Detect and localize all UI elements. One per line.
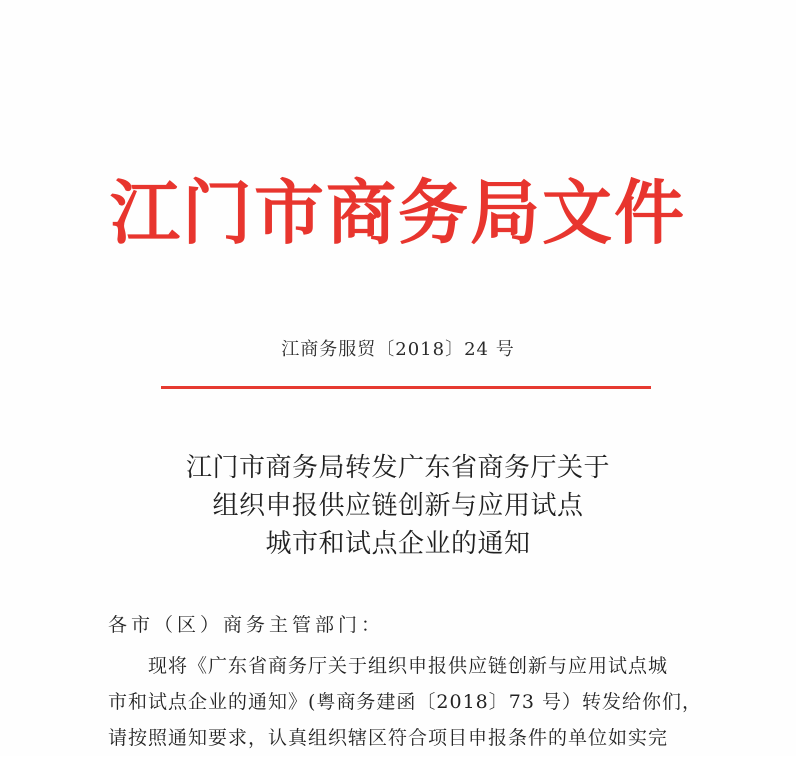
- body-line: 请按照通知要求，认真组织辖区符合项目申报条件的单位如实完: [108, 727, 669, 749]
- title-line: 城市和试点企业的通知: [265, 529, 531, 559]
- document-title: [0, 449, 796, 563]
- red-divider-line: [161, 386, 651, 389]
- body-line: 市和试点企业的通知》(粤商务建函〔2018〕73 号）转发给你们，: [108, 691, 702, 713]
- body-paragraph: [108, 651, 702, 759]
- title-line: 组织申报供应链创新与应用试点: [212, 491, 584, 521]
- body-line: 现将《广东省商务厅关于组织申报供应链创新与应用试点城: [148, 655, 669, 677]
- document-number: 江商务服贸〔2018〕24 号: [281, 339, 515, 360]
- title-line: 江门市商务局转发广东省商务厅关于: [185, 453, 610, 483]
- addressee-line: 各市（区）商务主管部门：: [108, 614, 385, 636]
- document-masthead: 江门市商务局文件: [110, 171, 686, 254]
